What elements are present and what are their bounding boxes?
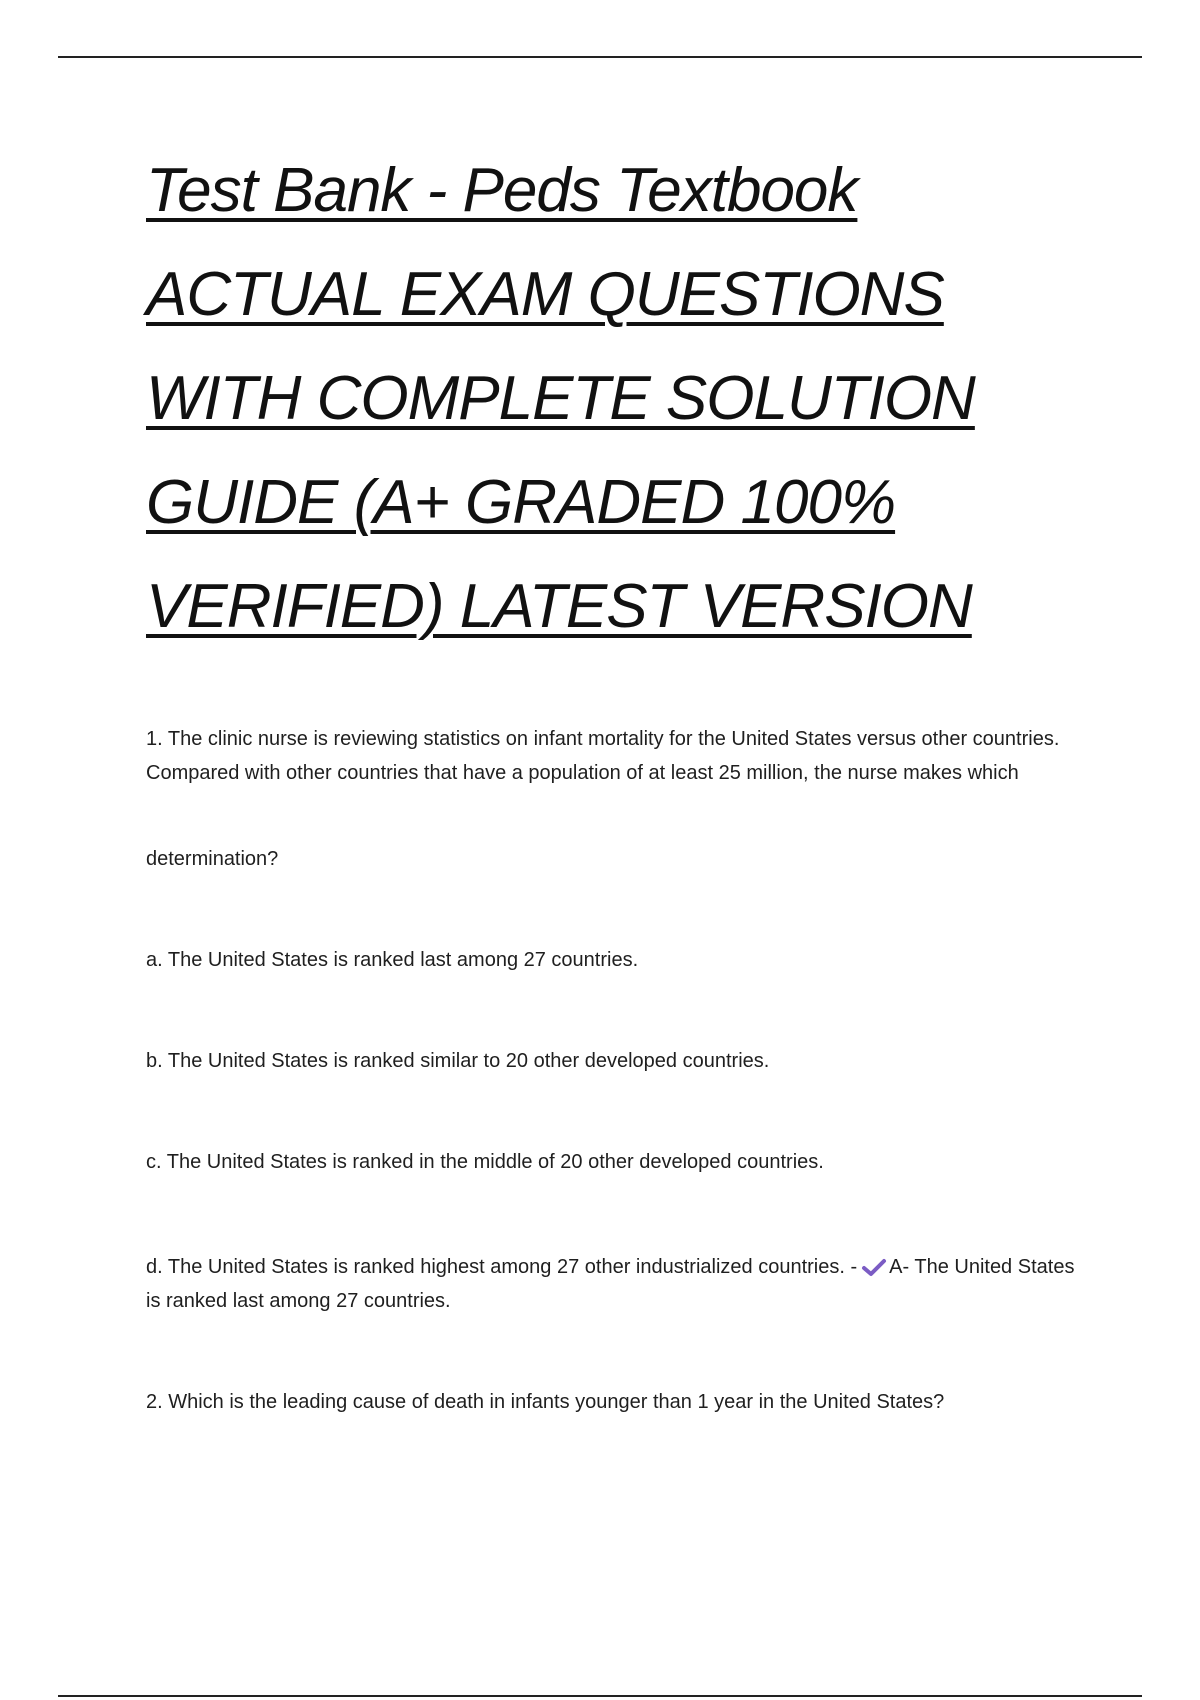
question-1-stem-continued: determination?: [146, 848, 279, 870]
title-line-3: [146, 354, 1146, 458]
question-1-option-b: b. The United States is ranked similar to 20 other developed countries.: [146, 1050, 770, 1072]
title-line-2: [146, 250, 1146, 354]
check-icon: [861, 1257, 887, 1277]
title-text-4: GUIDE (A+ GRADED 100%: [146, 468, 896, 537]
title-line-4: [146, 458, 1146, 562]
bottom-rule: [58, 1695, 1142, 1697]
title-line-1: [146, 146, 1146, 250]
question-1-stem: 1. The clinic nurse is reviewing statistics on infant mortality for the United States versus other countries. Compared with other countries that have a population of at least 25 million, the nurse makes which: [146, 728, 1060, 784]
top-rule: [58, 56, 1142, 58]
title-line-5: [146, 562, 1146, 666]
question-1-option-d: [146, 1250, 1076, 1318]
question-1-option-c: c. The United States is ranked in the middle of 20 other developed countries.: [146, 1151, 824, 1173]
document-title: [146, 146, 1146, 666]
title-text-1: Test Bank - Peds Textbook: [146, 156, 858, 225]
question-1-option-a: a. The United States is ranked last among 27 countries.: [146, 949, 639, 971]
title-text-2: ACTUAL EXAM QUESTIONS: [146, 260, 944, 329]
question-2-stem: 2. Which is the leading cause of death in infants younger than 1 year in the United States?: [146, 1391, 945, 1413]
title-text-3: WITH COMPLETE SOLUTION: [146, 364, 975, 433]
option-d-text: d. The United States is ranked highest among 27 other industrialized countries. -: [146, 1256, 858, 1278]
answer-text: A- The United States is ranked last among 27 countries.: [146, 1256, 1075, 1312]
title-text-5: VERIFIED) LATEST VERSION: [146, 572, 972, 641]
